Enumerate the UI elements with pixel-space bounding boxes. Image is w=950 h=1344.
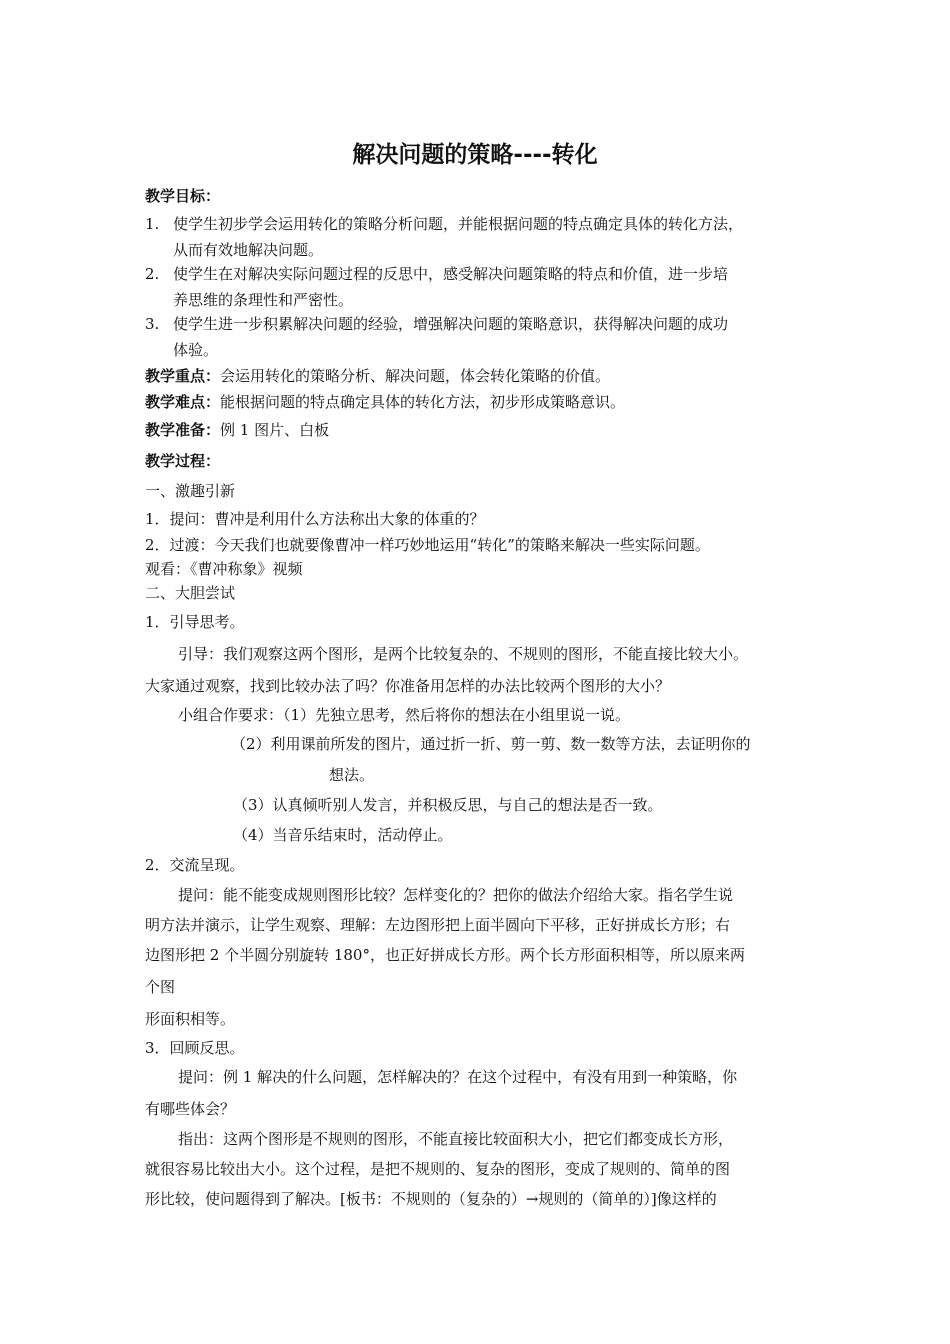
objective-item-3-line-2: 体验。 [173,341,219,359]
objective-text: 使学生初步学会运用转化的策略分析问题，并能根据问题的特点确定具体的转化方法， [173,215,744,233]
preparation-text: 例 1 图片、白板 [220,421,330,439]
preparation-label: 教学准备： [145,421,221,439]
key-point-text: 会运用转化的策略分析、解决问题，体会转化策略的价值。 [220,367,611,385]
step-2-line-1: 提问：能不能变成规则图形比较？怎样变化的？把你的做法介绍给大家。指名学生说 [178,886,734,904]
section-1-line-3: 观看：《曹冲称象》视频 [145,560,303,578]
difficulty-label: 教学难点： [145,393,221,411]
objective-item-1-line-1 [145,214,743,234]
step-1-line-6: （3）认真倾听别人发言，并积极反思，与自己的想法是否一致。 [233,796,663,814]
step-3-line-4: 就很容易比较出大小。这个过程，是把不规则的、复杂的图形，变成了规则的、简单的图 [145,1160,731,1178]
step-3-line-3: 指出：这两个图形是不规则的图形，不能直接比较面积大小，把它们都变成长方形， [178,1130,734,1148]
preparation-line [145,420,329,440]
objective-number: 2. [145,265,160,283]
objective-item-3-line-1 [145,314,728,334]
step-3-line-5: 形比较，使问题得到了解决。[板书：不规则的（复杂的）→规则的（简单的）]像这样的 [145,1190,717,1208]
step-1-line-5: 想法。 [329,766,375,784]
objectives-heading: 教学目标： [145,187,221,205]
key-point-label: 教学重点： [145,367,221,385]
objective-text: 使学生在对解决实际问题过程的反思中，感受解决问题策略的特点和价值，进一步培 [173,265,729,283]
difficulty-text: 能根据问题的特点确定具体的转化方法，初步形成策略意识。 [220,393,626,411]
document-title: 解决问题的策略----转化 [352,142,598,168]
objective-number: 1. [145,215,160,233]
step-2-title: 2．交流呈现。 [145,856,245,874]
step-3-title: 3．回顾反思。 [145,1039,245,1057]
section-1-line-2: 2．过渡：今天我们也就要像曹冲一样巧妙地运用“转化”的策略来解决一些实际问题。 [145,536,710,554]
step-1-title: 1．引导思考。 [145,613,245,631]
objective-item-2-line-1 [145,264,728,284]
section-1-heading: 一、激趣引新 [145,482,236,500]
step-3-line-1: 提问：例 1 解决的什么问题，怎样解决的？在这个过程中，有没有用到一种策略，你 [178,1068,738,1086]
step-1-line-2: 大家通过观察，找到比较办法了吗？你准备用怎样的办法比较两个图形的大小？ [145,677,671,695]
step-2-line-3: 边图形把 2 个半圆分别旋转 180°，也正好拼成长方形。两个长方形面积相等，所以原来两 [145,946,745,964]
objective-text: 使学生进一步积累解决问题的经验，增强解决问题的策略意识，获得解决问题的成功 [173,315,729,333]
objective-item-1-line-2: 从而有效地解决问题。 [173,241,324,259]
section-1-line-1: 1．提问：曹冲是利用什么方法称出大象的体重的？ [145,510,485,528]
section-2-heading: 二、大胆尝试 [145,584,236,602]
step-2-line-2: 明方法并演示，让学生观察、理解：左边图形把上面半圆向下平移，正好拼成长方形；右 [145,916,731,934]
step-2-line-4: 个图 [145,978,176,996]
key-point-line [145,366,610,386]
objective-number: 3. [145,315,160,333]
step-2-line-5: 形面积相等。 [145,1010,236,1028]
process-heading: 教学过程： [145,452,221,470]
step-1-line-1: 引导：我们观察这两个图形，是两个比较复杂的、不规则的图形，不能直接比较大小。 [178,645,749,663]
difficulty-line [145,392,625,412]
step-3-line-2: 有哪些体会？ [145,1100,236,1118]
objective-item-2-line-2: 养思维的条理性和严密性。 [173,291,354,309]
step-1-line-3: 小组合作要求：（1）先独立思考，然后将你的想法在小组里说一说。 [178,706,631,724]
step-1-line-7: （4）当音乐结束时，活动停止。 [233,826,453,844]
step-1-line-4: （2）利用课前所发的图片，通过折一折、剪一剪、数一数等方法，去证明你的 [231,735,751,753]
